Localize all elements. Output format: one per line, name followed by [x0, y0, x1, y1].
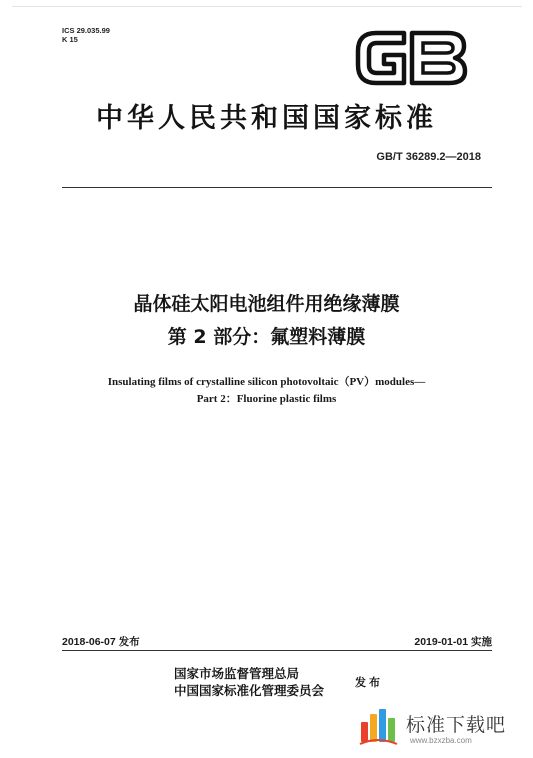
classification-codes [62, 26, 110, 44]
gb-logo-icon [352, 27, 470, 89]
english-title-line2: Part 2：Fluorine plastic films [196, 393, 337, 405]
issuer-line1: 国家市场监督管理总局 [174, 666, 300, 681]
ics-code: ICS 29.035.99 [62, 26, 110, 35]
standard-category-title: 中华人民共和国国家标准 [96, 103, 437, 134]
header-divider [62, 187, 492, 188]
watermark-site-name: 标准下载吧 [406, 714, 507, 736]
site-watermark[interactable] [350, 700, 525, 752]
watermark-url[interactable]: www.bzxzba.com [410, 736, 472, 745]
english-title-line1: Insulating films of crystalline silicon photovoltaic（PV）modules— [107, 376, 426, 388]
issue-label: 发布 [355, 676, 383, 689]
page-edge-line [12, 6, 522, 7]
chinese-title-line1: 晶体硅太阳电池组件用绝缘薄膜 [133, 293, 400, 315]
footer-divider [62, 650, 492, 651]
issuer-line2: 中国国家标准化管理委员会 [174, 683, 325, 698]
chinese-title-line2: 第 2 部分：氟塑料薄膜 [167, 326, 366, 348]
bar-chart-logo-icon [358, 706, 398, 746]
publish-date: 2018-06-07 发布 [62, 636, 140, 648]
implement-date: 2019-01-01 实施 [414, 636, 492, 648]
ccs-code: K 15 [62, 35, 78, 44]
standard-number: GB/T 36289.2—2018 [376, 151, 481, 163]
issuing-authorities [174, 665, 324, 699]
